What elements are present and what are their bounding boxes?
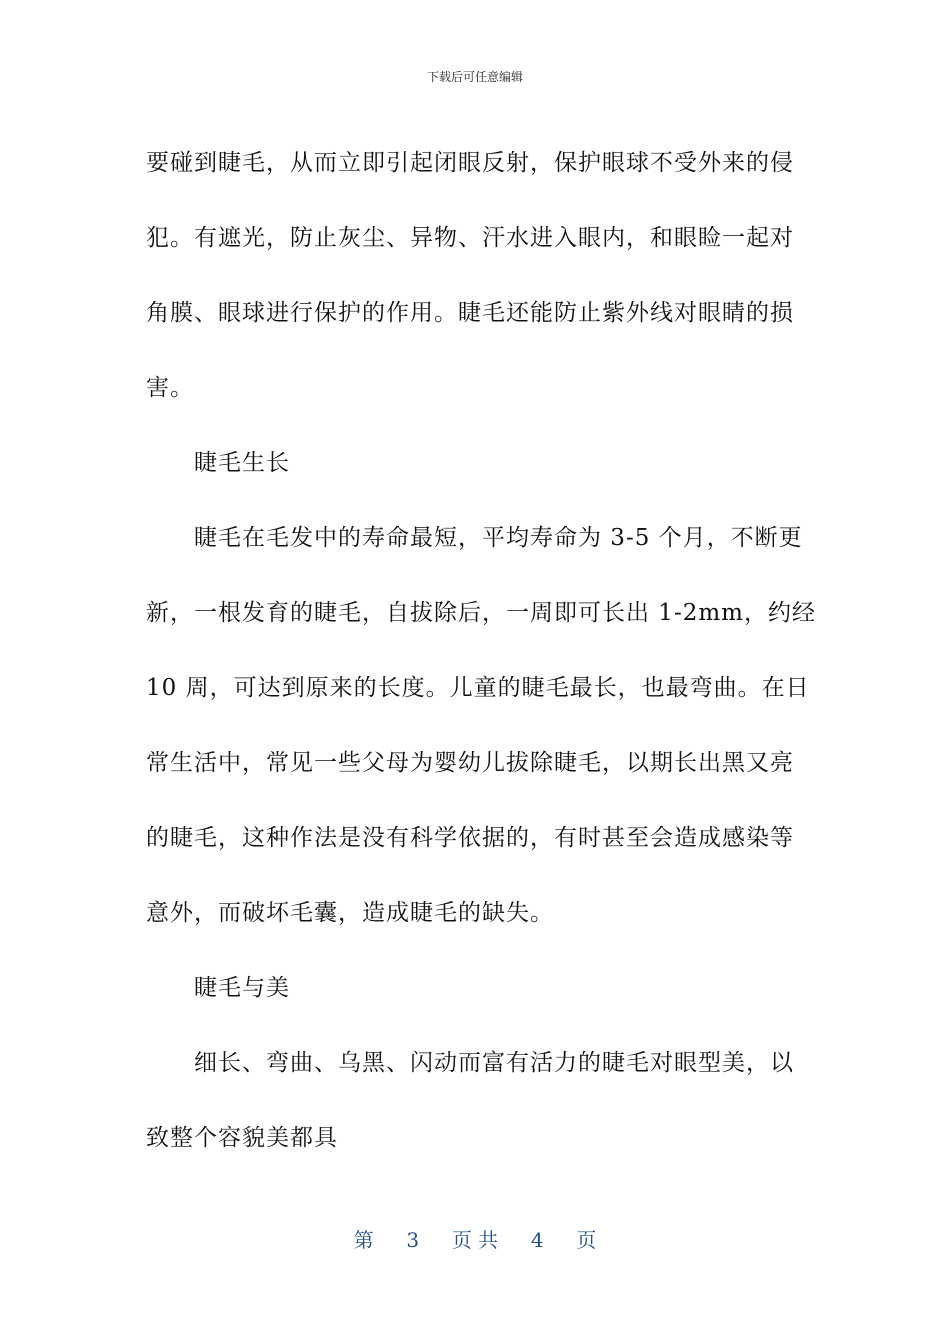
section-heading-growth: 睫毛生长 xyxy=(194,450,290,476)
body-text xyxy=(146,126,816,1176)
paragraph-line: 害。 xyxy=(146,375,194,401)
total-pages-number: 4 xyxy=(530,1228,544,1252)
paragraph-line: 意外，而破坏毛囊，造成睫毛的缺失。 xyxy=(146,900,554,926)
paragraph-line: 要碰到睫毛，从而立即引起闭眼反射，保护眼球不受外来的侵 xyxy=(146,150,794,176)
section-heading-beauty: 睫毛与美 xyxy=(194,975,290,1001)
footer-suffix: 页 xyxy=(576,1228,597,1252)
page-footer xyxy=(0,1224,950,1253)
paragraph-line: 常生活中，常见一些父母为婴幼儿拔除睫毛，以期长出黑又亮 xyxy=(146,750,794,776)
paragraph-line: 10 周，可达到原来的长度。儿童的睫毛最长，也最弯曲。在日 xyxy=(146,675,810,701)
paragraph-line: 细长、弯曲、乌黑、闪动而富有活力的睫毛对眼型美，以 xyxy=(194,1050,794,1076)
current-page-number: 3 xyxy=(406,1228,420,1252)
header-note: 下载后可任意编辑 xyxy=(426,70,523,84)
paragraph-line: 睫毛在毛发中的寿命最短，平均寿命为 3-5 个月，不断更 xyxy=(194,525,803,551)
paragraph-line: 犯。有遮光，防止灰尘、异物、汗水进入眼内，和眼睑一起对 xyxy=(146,225,794,251)
footer-prefix: 第 xyxy=(353,1228,374,1252)
paragraph-line: 角膜、眼球进行保护的作用。睫毛还能防止紫外线对眼睛的损 xyxy=(146,300,794,326)
paragraph-line: 致整个容貌美都具 xyxy=(146,1125,338,1151)
footer-middle: 页 共 xyxy=(451,1228,499,1252)
paragraph-line: 新，一根发育的睫毛，自拔除后，一周即可长出 1-2mm，约经 xyxy=(146,600,816,626)
paragraph-line: 的睫毛，这种作法是没有科学依据的，有时甚至会造成感染等 xyxy=(146,825,794,851)
